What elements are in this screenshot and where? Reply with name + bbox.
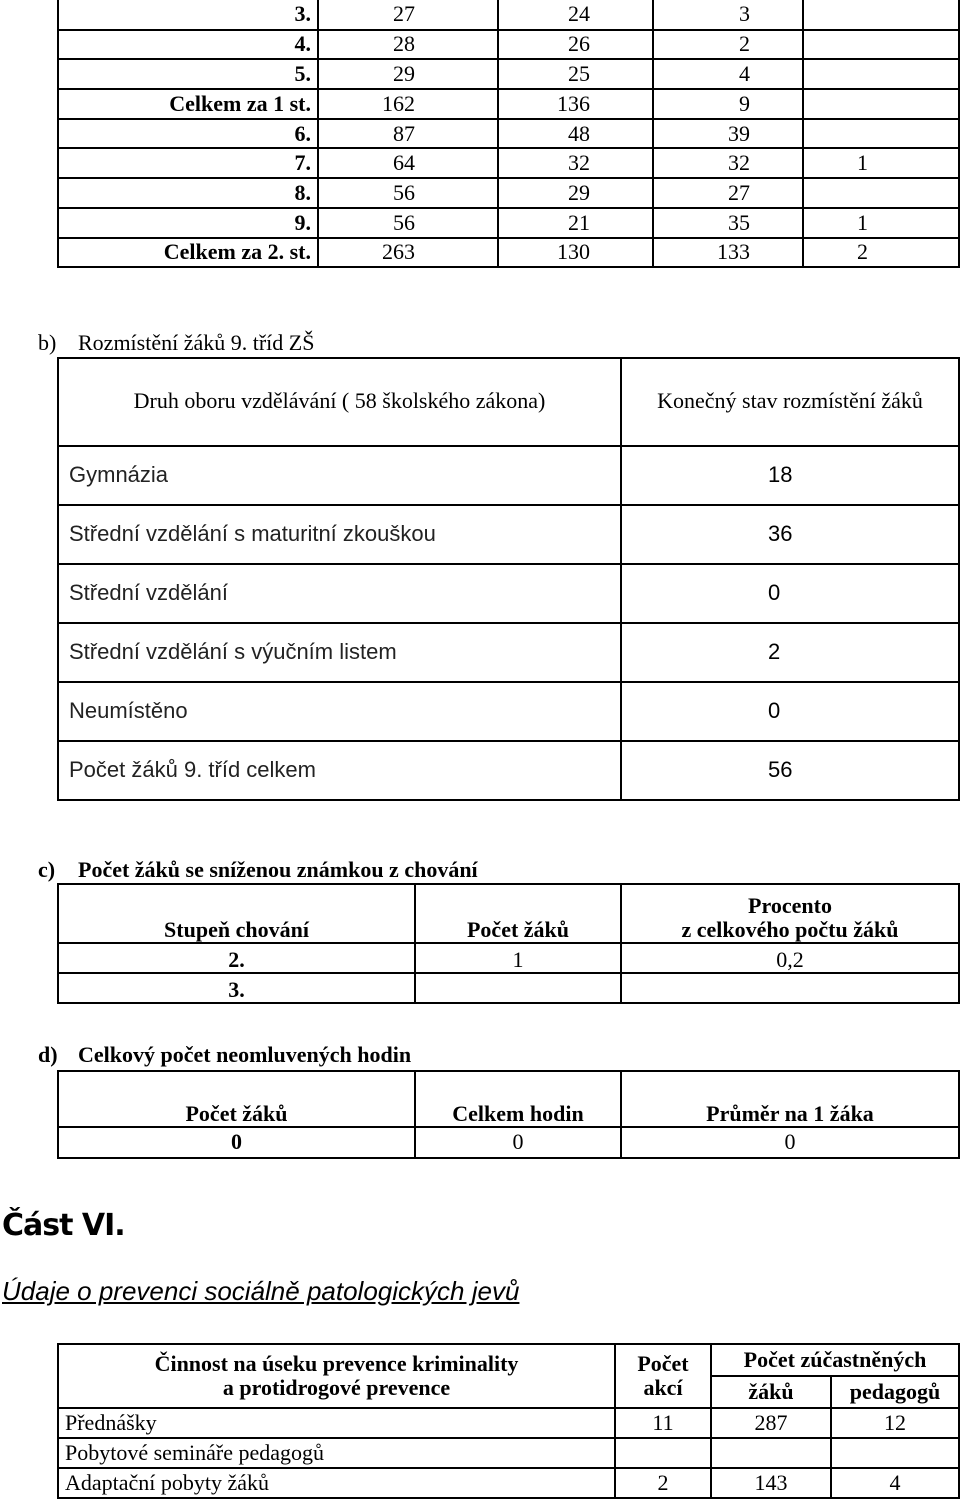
section-c-heading: c) Počet žáků se sníženou známkou z chování: [38, 857, 478, 882]
grades-cell: 3.: [58, 0, 318, 30]
prevention-activity: Pobytové semináře pedagogů: [58, 1438, 615, 1468]
grades-cell: 24: [498, 0, 653, 30]
grades-cell: [803, 119, 959, 149]
prevention-students-header: žáků: [711, 1376, 831, 1408]
grades-cell: 56: [318, 178, 498, 208]
prevention-count-header: Počet akcí: [615, 1344, 711, 1408]
grades-cell: 32: [498, 148, 653, 178]
behavior-grade: 3.: [58, 973, 415, 1003]
prevention-row: [58, 1438, 959, 1468]
behavior-count: 1: [415, 943, 621, 973]
placement-table: [57, 357, 960, 801]
grades-cell: 263: [318, 238, 498, 268]
grades-cell: 27: [653, 178, 803, 208]
grades-cell: Celkem za 1 st.: [58, 89, 318, 119]
grades-cell: 133: [653, 238, 803, 268]
placement-value: 18: [621, 446, 959, 505]
grades-cell: 35: [653, 208, 803, 238]
grades-cell: 8.: [58, 178, 318, 208]
absence-students-value: 0: [58, 1127, 415, 1158]
part-vi-subtitle: Údaje o prevenci sociálně patologických jevů: [2, 1276, 520, 1306]
grades-cell: 27: [318, 0, 498, 30]
grades-cell: 56: [318, 208, 498, 238]
grades-cell: 28: [318, 30, 498, 60]
grades-row: [58, 119, 959, 149]
placement-type: Střední vzdělání s maturitní zkouškou: [58, 505, 621, 564]
grades-cell: 136: [498, 89, 653, 119]
placement-col-state-header: Konečný stav rozmístění žáků: [621, 358, 959, 446]
prevention-teachers: [831, 1438, 959, 1468]
absence-students-header: Počet žáků: [58, 1071, 415, 1127]
grades-cell: [803, 89, 959, 119]
placement-row: [58, 623, 959, 682]
prevention-teachers: 12: [831, 1408, 959, 1438]
grades-cell: 162: [318, 89, 498, 119]
placement-value: 0: [621, 682, 959, 741]
grades-cell: [803, 59, 959, 89]
grades-cell: 87: [318, 119, 498, 149]
prevention-activity-header: Činnost na úseku prevence kriminality a protidrogové prevence: [58, 1344, 615, 1408]
placement-value: 2: [621, 623, 959, 682]
grades-table: [57, 0, 960, 268]
section-d-heading: d) Celkový počet neomluvených hodin: [38, 1042, 412, 1067]
grades-row: [58, 30, 959, 60]
behavior-grade: 2.: [58, 943, 415, 973]
grades-row: [58, 59, 959, 89]
grades-row: [58, 178, 959, 208]
placement-type: Neumístěno: [58, 682, 621, 741]
grades-cell: [803, 30, 959, 60]
absence-table: [57, 1070, 960, 1159]
placement-row: [58, 505, 959, 564]
grades-cell: 4.: [58, 30, 318, 60]
section-b-title: Rozmístění žáků 9. tříd ZŠ: [78, 330, 315, 355]
grades-cell: 1: [803, 208, 959, 238]
section-b-heading: b) Rozmístění žáků 9. tříd ZŠ: [38, 330, 315, 355]
behavior-table: [57, 883, 960, 1004]
grades-cell: 26: [498, 30, 653, 60]
grades-cell: 48: [498, 119, 653, 149]
grades-cell: 9: [653, 89, 803, 119]
section-c-title: Počet žáků se sníženou známkou z chování: [78, 857, 478, 882]
prevention-students: 143: [711, 1468, 831, 1498]
prevention-students: [711, 1438, 831, 1468]
placement-value: 56: [621, 741, 959, 800]
grades-cell: 5.: [58, 59, 318, 89]
prevention-activity: Přednášky: [58, 1408, 615, 1438]
grades-row: [58, 238, 959, 268]
behavior-percent-header: Procento z celkového počtu žáků: [621, 884, 959, 943]
behavior-row: [58, 943, 959, 973]
prevention-participants-header: Počet zúčastněných: [711, 1344, 959, 1376]
grades-cell: 29: [318, 59, 498, 89]
grades-cell: 32: [653, 148, 803, 178]
part-vi-title: Část VI.: [2, 1208, 125, 1243]
prevention-row: [58, 1408, 959, 1438]
grades-cell: 21: [498, 208, 653, 238]
grades-cell: Celkem za 2. st.: [58, 238, 318, 268]
behavior-count: [415, 973, 621, 1003]
grades-cell: [803, 178, 959, 208]
grades-row: [58, 148, 959, 178]
prevention-activity: Adaptační pobyty žáků: [58, 1468, 615, 1498]
prevention-actions: 11: [615, 1408, 711, 1438]
prevention-teachers-header: pedagogů: [831, 1376, 959, 1408]
grades-row: [58, 89, 959, 119]
placement-type: Střední vzdělání: [58, 564, 621, 623]
prevention-actions: [615, 1438, 711, 1468]
grades-cell: 2: [653, 30, 803, 60]
grades-cell: 6.: [58, 119, 318, 149]
placement-row: [58, 564, 959, 623]
prevention-teachers: 4: [831, 1468, 959, 1498]
grades-cell: 39: [653, 119, 803, 149]
grades-cell: 64: [318, 148, 498, 178]
grades-row: [58, 208, 959, 238]
prevention-actions: 2: [615, 1468, 711, 1498]
placement-value: 36: [621, 505, 959, 564]
prevention-row: [58, 1468, 959, 1498]
absence-hours-value: 0: [415, 1127, 621, 1158]
grades-cell: 29: [498, 178, 653, 208]
grades-cell: 25: [498, 59, 653, 89]
prevention-table: [57, 1343, 960, 1499]
behavior-percent: [621, 973, 959, 1003]
grades-cell: [803, 0, 959, 30]
grades-cell: 2: [803, 238, 959, 268]
absence-hours-header: Celkem hodin: [415, 1071, 621, 1127]
grades-cell: 9.: [58, 208, 318, 238]
placement-value: 0: [621, 564, 959, 623]
placement-row: [58, 741, 959, 800]
grades-row: [58, 0, 959, 30]
absence-average-header: Průměr na 1 žáka: [621, 1071, 959, 1127]
grades-cell: 7.: [58, 148, 318, 178]
placement-type: Počet žáků 9. tříd celkem: [58, 741, 621, 800]
absence-average-value: 0: [621, 1127, 959, 1158]
placement-row: [58, 446, 959, 505]
grades-cell: 130: [498, 238, 653, 268]
section-d-title: Celkový počet neomluvených hodin: [78, 1042, 412, 1067]
behavior-percent: 0,2: [621, 943, 959, 973]
grades-cell: 1: [803, 148, 959, 178]
behavior-grade-header: Stupeň chování: [58, 884, 415, 943]
placement-row: [58, 682, 959, 741]
grades-cell: 3: [653, 0, 803, 30]
placement-type: Gymnázia: [58, 446, 621, 505]
placement-col-type-header: Druh oboru vzdělávání ( 58 školského zákona): [58, 358, 621, 446]
grades-cell: 4: [653, 59, 803, 89]
behavior-count-header: Počet žáků: [415, 884, 621, 943]
prevention-students: 287: [711, 1408, 831, 1438]
placement-type: Střední vzdělání s výučním listem: [58, 623, 621, 682]
behavior-row: [58, 973, 959, 1003]
